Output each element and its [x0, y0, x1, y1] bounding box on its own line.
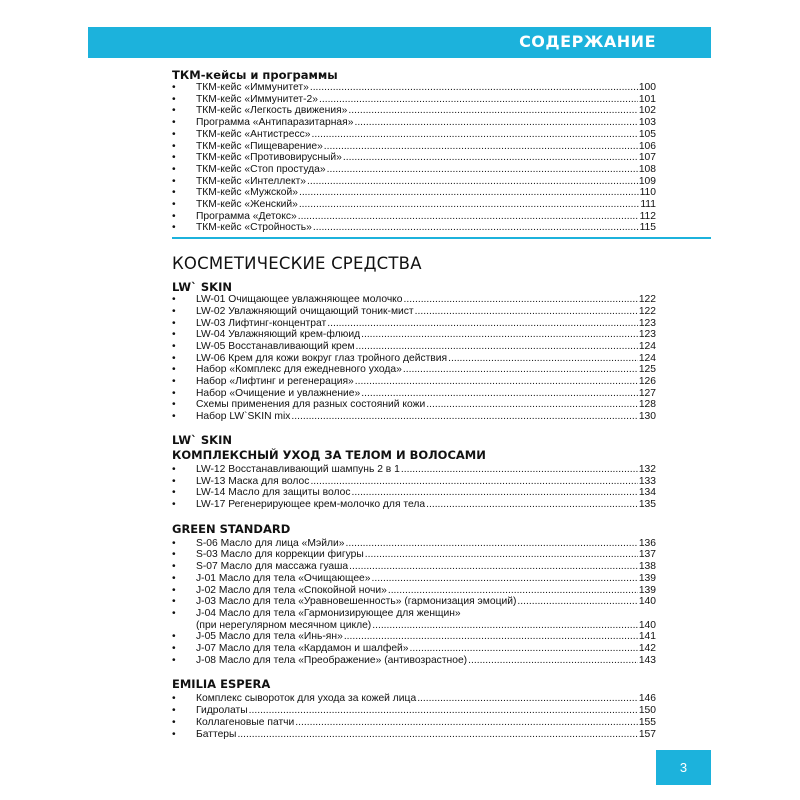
toc-entry-page: 107: [638, 152, 656, 164]
toc-entry-row: [196, 141, 656, 153]
toc-entry-row: [196, 353, 656, 365]
toc-entry[interactable]: [172, 476, 656, 488]
bullet-icon: •: [172, 399, 176, 411]
toc-entry[interactable]: [172, 129, 656, 141]
bullet-icon: •: [172, 537, 176, 549]
toc-entry-page: 101: [638, 93, 656, 105]
toc-entry-title: LW-17 Регенерирующее крем-молочко для тела: [196, 498, 426, 510]
dot-leader: [291, 411, 637, 423]
toc-entry-row: [196, 341, 656, 353]
toc-entry-page: 109: [638, 175, 656, 187]
toc-entry-page: 135: [638, 498, 656, 510]
bullet-icon: •: [172, 105, 176, 117]
header-title: СОДЕРЖАНИЕ: [519, 32, 656, 51]
toc-entry-row: [196, 211, 656, 223]
toc-entry-title: Комплекс сывороток для ухода за кожей лица: [196, 693, 417, 705]
dot-leader: [307, 176, 638, 188]
toc-entry-page: 134: [638, 487, 656, 499]
toc-entry-page: 155: [638, 716, 656, 728]
toc-entry-page: 127: [638, 387, 656, 399]
section-divider: [172, 237, 711, 239]
toc-entry-title: S-07 Масло для массажа гуаша: [196, 561, 349, 573]
bullet-icon: •: [172, 584, 176, 596]
toc-entry-title: LW-04 Увлажняющий крем-флюид: [196, 329, 361, 341]
toc-entry[interactable]: [172, 499, 656, 511]
toc-entry-title: LW-13 Маска для волос: [196, 475, 310, 487]
toc-entry-page: 105: [638, 128, 656, 140]
toc-entry-title: LW-06 Крем для кожи вокруг глаз тройного действия: [196, 352, 448, 364]
toc-entry-row: [196, 411, 656, 423]
toc-entry-title: ТКМ-кейс «Иммунитет»: [196, 82, 309, 93]
toc-entry-page: 133: [638, 475, 656, 487]
toc-entry[interactable]: [172, 164, 656, 176]
toc-entry-page: 102: [638, 105, 656, 117]
bullet-icon: •: [172, 643, 176, 655]
dot-leader: [372, 620, 638, 632]
toc-entry-row: [196, 82, 656, 94]
toc-entry[interactable]: [172, 729, 656, 741]
bullet-icon: •: [172, 561, 176, 573]
toc-entry-row: [196, 329, 656, 341]
toc-entry-page: 123: [638, 329, 656, 341]
bullet-icon: •: [172, 607, 176, 619]
toc-entry[interactable]: [172, 222, 656, 234]
dot-leader: [417, 693, 638, 705]
section-lwbody: [172, 433, 656, 511]
dot-leader: [312, 129, 638, 141]
bullet-icon: •: [172, 498, 176, 510]
toc-entry[interactable]: [172, 705, 656, 717]
bullet-icon: •: [172, 572, 176, 584]
toc-entry-page: 106: [638, 140, 656, 152]
toc-entry-title: Набор «Очищение и увлажнение»: [196, 387, 361, 399]
section-title-green: GREEN STANDARD: [172, 521, 291, 536]
toc-entry-row: [196, 364, 656, 376]
toc-entry-title: ТКМ-кейс «Пищеварение»: [196, 140, 323, 152]
toc-entry-row: [196, 176, 656, 188]
dot-leader: [372, 573, 638, 585]
bullet-icon: •: [172, 364, 176, 376]
toc-entry-page: 124: [638, 352, 656, 364]
toc-entry-title: ТКМ-кейс «Стройность»: [196, 222, 312, 234]
toc-entry-row: [196, 561, 656, 573]
toc-entry-page: 124: [638, 340, 656, 352]
toc-entry-row: [196, 487, 656, 499]
dot-leader: [403, 364, 638, 376]
toc-entry-title: ТКМ-кейс «Женский»: [196, 199, 298, 211]
toc-entry-page: 136: [638, 537, 656, 549]
toc-entry-page: 126: [638, 376, 656, 388]
toc-entry[interactable]: [172, 561, 656, 573]
toc-entry-page: 125: [638, 364, 656, 376]
toc-entry[interactable]: [172, 141, 656, 153]
section-title-emilia: EMILIA ESPERA: [172, 677, 271, 692]
toc-entry-page: 128: [638, 399, 656, 411]
toc-entry-row: [196, 222, 656, 234]
dot-leader: [249, 705, 638, 717]
section-title-tkm: ТКМ-кейсы и программы: [172, 68, 338, 82]
toc-entry[interactable]: [172, 364, 656, 376]
toc-entry-row: [196, 388, 656, 400]
toc-entry-title: J-05 Масло для тела «Инь-ян»: [196, 631, 343, 643]
toc-entry-row: [196, 117, 656, 129]
dot-leader: [388, 585, 638, 597]
bullet-icon: •: [172, 549, 176, 561]
toc-entry[interactable]: [172, 643, 656, 655]
toc-entry-page: 110: [639, 187, 656, 199]
bullet-icon: •: [172, 475, 176, 487]
dot-leader: [310, 82, 638, 94]
bullet-icon: •: [172, 305, 176, 317]
toc-entry-page: 132: [638, 463, 656, 475]
toc-entry-title: LW-03 Лифтинг-концентрат: [196, 317, 327, 329]
toc-entry-page: 137: [638, 549, 656, 561]
section-tkm: [172, 68, 656, 234]
bullet-icon: •: [172, 340, 176, 352]
dot-leader: [310, 476, 637, 488]
bullet-icon: •: [172, 411, 176, 423]
toc-entry-page: 122: [638, 305, 656, 317]
toc-entry-title: J-08 Масло для тела «Преображение» (антивозрастное): [196, 654, 468, 666]
toc-entry-row: [196, 105, 656, 117]
toc-entry[interactable]: [172, 376, 656, 388]
toc-entry-title: Коллагеновые патчи: [196, 716, 295, 728]
dot-leader: [448, 353, 638, 365]
toc-entry-row: [196, 129, 656, 141]
toc-entry[interactable]: [172, 388, 656, 400]
dot-leader: [356, 341, 638, 353]
toc-entry[interactable]: [172, 329, 656, 341]
toc-entry-title: Набор LW`SKIN mix: [196, 411, 291, 423]
toc-entry-page: 115: [639, 222, 656, 234]
toc-entry-title: J-02 Масло для тела «Спокойной ночи»: [196, 584, 387, 596]
toc-entry[interactable]: [172, 341, 656, 353]
toc-list-lwskin: [172, 294, 656, 423]
bullet-icon: •: [172, 654, 176, 666]
dot-leader: [361, 329, 638, 341]
toc-entry-title: S-03 Масло для коррекции фигуры: [196, 549, 364, 561]
toc-entry-title: J-07 Масло для тела «Кардамон и шалфей»: [196, 643, 409, 655]
dot-leader: [349, 561, 638, 573]
bullet-icon: •: [172, 376, 176, 388]
toc-entry[interactable]: [172, 538, 656, 550]
bullet-icon: •: [172, 187, 176, 199]
dot-leader: [426, 399, 638, 411]
header-bar: [88, 27, 711, 58]
toc-entry[interactable]: [172, 717, 656, 729]
bullet-icon: •: [172, 463, 176, 475]
toc-entry[interactable]: [172, 294, 656, 306]
bullet-icon: •: [172, 93, 176, 105]
toc-entry-row: [196, 318, 656, 330]
toc-entry-title: LW-12 Восстанавливающий шампунь 2 в 1: [196, 463, 400, 475]
toc-entry-page: 140: [638, 596, 656, 608]
bullet-icon: •: [172, 716, 176, 728]
toc-entry-continuation: (при нерегулярном месячном цикле): [196, 619, 372, 631]
bullet-icon: •: [172, 387, 176, 399]
toc-entry-row: [196, 399, 656, 411]
dot-leader: [344, 631, 638, 643]
toc-entry-row: [196, 585, 656, 597]
toc-entry[interactable]: [172, 152, 656, 164]
toc-entry[interactable]: [172, 82, 656, 94]
dot-leader: [299, 199, 640, 211]
bullet-icon: •: [172, 329, 176, 341]
toc-entry-page: 146: [638, 693, 656, 705]
dot-leader: [415, 306, 638, 318]
bullet-icon: •: [172, 487, 176, 499]
section-lwskin: [172, 280, 656, 423]
bullet-icon: •: [172, 352, 176, 364]
dot-leader: [355, 376, 638, 388]
toc-list-green: [172, 538, 656, 667]
toc-entry-row: [196, 538, 656, 550]
toc-entry-row: [196, 376, 656, 388]
toc-entry-row: [196, 643, 656, 655]
toc-entry[interactable]: [172, 306, 656, 318]
bullet-icon: •: [172, 128, 176, 140]
bullet-icon: •: [172, 117, 176, 129]
toc-entry-title: ТКМ-кейс «Противовирусный»: [196, 152, 342, 164]
toc-entry-title: Программа «Антипаразитарная»: [196, 117, 354, 129]
toc-entry-row: [196, 549, 656, 561]
toc-entry[interactable]: [172, 631, 656, 643]
toc-entry-title: ТКМ-кейс «Легкость движения»: [196, 105, 348, 117]
toc-entry-row: [196, 620, 656, 632]
toc-entry[interactable]: [172, 487, 656, 499]
toc-entry-row: [196, 655, 656, 667]
toc-entry[interactable]: [172, 399, 656, 411]
toc-entry[interactable]: [172, 549, 656, 561]
bullet-icon: •: [172, 175, 176, 187]
bullet-icon: •: [172, 693, 176, 705]
section-title-cosmetics: КОСМЕТИЧЕСКИЕ СРЕДСТВА: [172, 254, 422, 274]
toc-entry-page: 140: [638, 619, 656, 631]
toc-entry-row: [196, 729, 656, 741]
toc-entry-page: 122: [638, 294, 656, 306]
toc-content: [172, 66, 656, 740]
dot-leader: [299, 187, 639, 199]
toc-entry-title: LW-02 Увлажняющий очищающий тоник-мист: [196, 305, 414, 317]
section-title-lwskin: LW` SKIN: [172, 280, 232, 295]
toc-entry-page: 100: [638, 82, 656, 93]
section-cosmetics: [172, 254, 656, 274]
bullet-icon: •: [172, 152, 176, 164]
toc-entry-row: [196, 199, 656, 211]
bullet-icon: •: [172, 210, 176, 222]
toc-entry[interactable]: [172, 608, 656, 631]
dot-leader: [401, 464, 638, 476]
page-number-box: [656, 750, 711, 785]
toc-entry[interactable]: [172, 318, 656, 330]
dot-leader: [365, 549, 638, 561]
section-green: [172, 522, 656, 667]
bullet-icon: •: [172, 705, 176, 717]
toc-entry-row: [196, 164, 656, 176]
dot-leader: [517, 596, 637, 608]
dot-leader: [324, 141, 638, 153]
toc-entry-page: 123: [638, 317, 656, 329]
bullet-icon: •: [172, 82, 176, 93]
toc-entry[interactable]: [172, 94, 656, 106]
toc-entry[interactable]: [172, 187, 656, 199]
toc-entry-title: S-06 Масло для лица «Мэйли»: [196, 537, 345, 549]
toc-entry[interactable]: [172, 693, 656, 705]
toc-list-lwbody: [172, 464, 656, 511]
toc-entry[interactable]: [172, 211, 656, 223]
toc-entry-row: [196, 596, 656, 608]
toc-entry-page: 150: [638, 705, 656, 717]
bullet-icon: •: [172, 631, 176, 643]
toc-entry[interactable]: [172, 573, 656, 585]
toc-entry-title: Схемы применения для разных состояний кожи: [196, 399, 426, 411]
toc-entry-title: J-04 Масло для тела «Гармонизирующее для женщин»: [196, 607, 461, 619]
toc-entry-page: 139: [638, 572, 656, 584]
toc-entry[interactable]: [172, 117, 656, 129]
toc-entry-title: J-03 Масло для тела «Уравновешенность» (гармонизация эмоций): [196, 596, 517, 608]
toc-entry-title: LW-14 Масло для защиты волос: [196, 487, 351, 499]
toc-list-emilia: [172, 693, 656, 740]
dot-leader: [361, 388, 638, 400]
section-emilia: [172, 677, 656, 740]
toc-entry-title: Гидролаты: [196, 705, 248, 717]
toc-entry[interactable]: [172, 199, 656, 211]
toc-entry-page: 111: [640, 199, 656, 211]
toc-entry[interactable]: [172, 585, 656, 597]
bullet-icon: •: [172, 199, 176, 211]
toc-entry-row: [196, 499, 656, 511]
toc-entry-title: Программа «Детокс»: [196, 210, 297, 222]
dot-leader: [351, 487, 637, 499]
toc-entry-row: [196, 187, 656, 199]
toc-entry-page: 112: [639, 210, 656, 222]
bullet-icon: •: [172, 163, 176, 175]
toc-entry-title: Набор «Комплекс для ежедневного ухода»: [196, 364, 402, 376]
toc-entry-page: 157: [638, 728, 656, 740]
toc-entry-row: [196, 294, 656, 306]
section-subtitle-lwbody: КОМПЛЕКСНЫЙ УХОД ЗА ТЕЛОМ И ВОЛОСАМИ: [172, 447, 486, 462]
toc-entry-page: 103: [638, 117, 656, 129]
dot-leader: [346, 538, 638, 550]
toc-entry-title: LW-01 Очищающее увлажняющее молочко: [196, 294, 403, 306]
toc-entry-row: [196, 573, 656, 585]
toc-entry-title: Баттеры: [196, 728, 237, 740]
dot-leader: [319, 94, 638, 106]
dot-leader: [327, 164, 638, 176]
toc-entry-page: 143: [638, 654, 656, 666]
toc-entry-row: [196, 705, 656, 717]
toc-entry-page: 108: [638, 163, 656, 175]
dot-leader: [298, 211, 639, 223]
toc-entry-title: ТКМ-кейс «Мужской»: [196, 187, 298, 199]
dot-leader: [343, 152, 638, 164]
bullet-icon: •: [172, 294, 176, 306]
toc-entry-row: [196, 693, 656, 705]
toc-entry-title: J-01 Масло для тела «Очищающее»: [196, 572, 371, 584]
toc-entry-title: ТКМ-кейс «Стоп простуда»: [196, 163, 326, 175]
toc-entry-title: ТКМ-кейс «Антистресс»: [196, 128, 311, 140]
toc-entry-title: ТКМ-кейс «Иммунитет-2»: [196, 93, 318, 105]
toc-entry-row: [196, 476, 656, 488]
toc-entry-title: ТКМ-кейс «Интеллект»: [196, 175, 307, 187]
dot-leader: [410, 643, 638, 655]
dot-leader: [468, 655, 638, 667]
toc-entry-page: 142: [638, 643, 656, 655]
bullet-icon: •: [172, 222, 176, 234]
bullet-icon: •: [172, 317, 176, 329]
dot-leader: [404, 294, 638, 306]
toc-entry-row: [196, 152, 656, 164]
toc-entry[interactable]: [172, 411, 656, 423]
page-number: 3: [679, 760, 688, 775]
dot-leader: [348, 105, 637, 117]
toc-entry-page: 139: [638, 584, 656, 596]
toc-entry-page: 130: [638, 411, 656, 423]
bullet-icon: •: [172, 596, 176, 608]
toc-entry-row: [196, 94, 656, 106]
dot-leader: [426, 499, 638, 511]
toc-entry[interactable]: [172, 596, 656, 608]
dot-leader: [237, 729, 637, 741]
dot-leader: [295, 717, 638, 729]
bullet-icon: •: [172, 728, 176, 740]
toc-entry[interactable]: [172, 655, 656, 667]
dot-leader: [327, 318, 638, 330]
toc-entry[interactable]: [172, 105, 656, 117]
bullet-icon: •: [172, 140, 176, 152]
toc-entry-row: [196, 306, 656, 318]
dot-leader: [354, 117, 637, 129]
toc-entry-page: 138: [638, 561, 656, 573]
toc-entry[interactable]: [172, 353, 656, 365]
toc-entry-page: 141: [638, 631, 656, 643]
toc-entry-row: [196, 717, 656, 729]
toc-entry[interactable]: [172, 176, 656, 188]
section-title-lwbody: LW` SKIN: [172, 432, 232, 447]
toc-entry-row: [196, 631, 656, 643]
dot-leader: [313, 222, 639, 234]
toc-entry-title: LW-05 Восстанавливающий крем: [196, 340, 355, 352]
toc-list-tkm: [172, 82, 656, 234]
toc-entry-title: Набор «Лифтинг и регенерация»: [196, 376, 354, 388]
toc-entry[interactable]: [172, 464, 656, 476]
toc-entry-row: [196, 464, 656, 476]
